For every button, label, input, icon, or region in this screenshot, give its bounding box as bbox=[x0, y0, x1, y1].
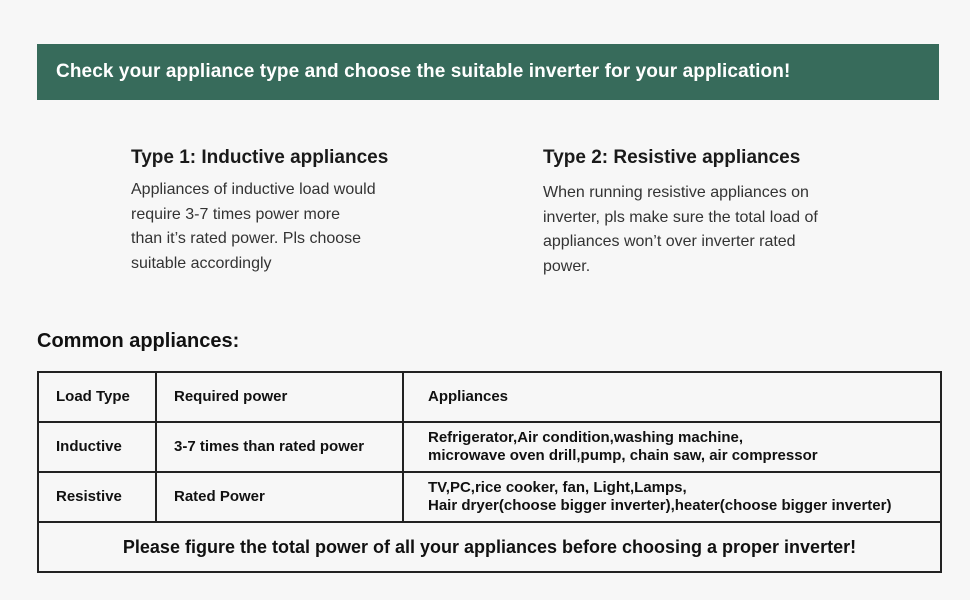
type2-line: inverter, pls make sure the total load of bbox=[543, 208, 818, 226]
cell-load-type: Resistive bbox=[38, 472, 156, 522]
header-appliances: Appliances bbox=[403, 372, 941, 422]
type1-line: suitable accordingly bbox=[131, 254, 272, 272]
type2-line: When running resistive appliances on bbox=[543, 184, 809, 201]
type1-line: than it’s rated power. Pls choose bbox=[131, 230, 362, 247]
cell-required-power: Rated Power bbox=[156, 472, 403, 522]
type1-description bbox=[131, 178, 421, 276]
type2-title: Type 2: Resistive appliances bbox=[543, 147, 801, 168]
type2-line: appliances won’t over inverter rated bbox=[543, 233, 796, 250]
cell-appliances bbox=[403, 422, 941, 472]
type1-title: Type 1: Inductive appliances bbox=[131, 147, 389, 168]
table-row bbox=[38, 472, 941, 522]
type2-line: power. bbox=[543, 257, 591, 275]
table-footer-note: Please figure the total power of all your appliances before choosing a proper inverter! bbox=[38, 522, 941, 572]
appliance-table bbox=[37, 371, 942, 573]
type1-section bbox=[131, 147, 421, 276]
type2-section bbox=[543, 147, 863, 279]
banner-text: Check your appliance type and choose the suitable inverter for your application! bbox=[56, 61, 791, 82]
appliance-line: Refrigerator,Air condition,washing machine, bbox=[428, 429, 744, 446]
type1-line: Appliances of inductive load would bbox=[131, 181, 376, 198]
common-appliances-title: Common appliances: bbox=[37, 330, 240, 352]
table-header-row bbox=[38, 372, 941, 422]
table-footer-row bbox=[38, 522, 941, 572]
appliance-line: TV,PC,rice cooker, fan, Light,Lamps, bbox=[428, 479, 687, 496]
appliance-line: microwave oven drill,pump, chain saw, air compressor bbox=[428, 447, 818, 464]
cell-load-type: Inductive bbox=[38, 422, 156, 472]
appliance-line: Hair dryer(choose bigger inverter),heater(choose bigger inverter) bbox=[428, 497, 892, 514]
type2-description bbox=[543, 178, 863, 279]
header-required-power: Required power bbox=[156, 372, 403, 422]
type1-line: require 3-7 times power more bbox=[131, 205, 340, 223]
cell-required-power: 3-7 times than rated power bbox=[156, 422, 403, 472]
header-banner bbox=[37, 44, 939, 100]
cell-appliances bbox=[403, 472, 941, 522]
table-row bbox=[38, 422, 941, 472]
header-load-type: Load Type bbox=[38, 372, 156, 422]
